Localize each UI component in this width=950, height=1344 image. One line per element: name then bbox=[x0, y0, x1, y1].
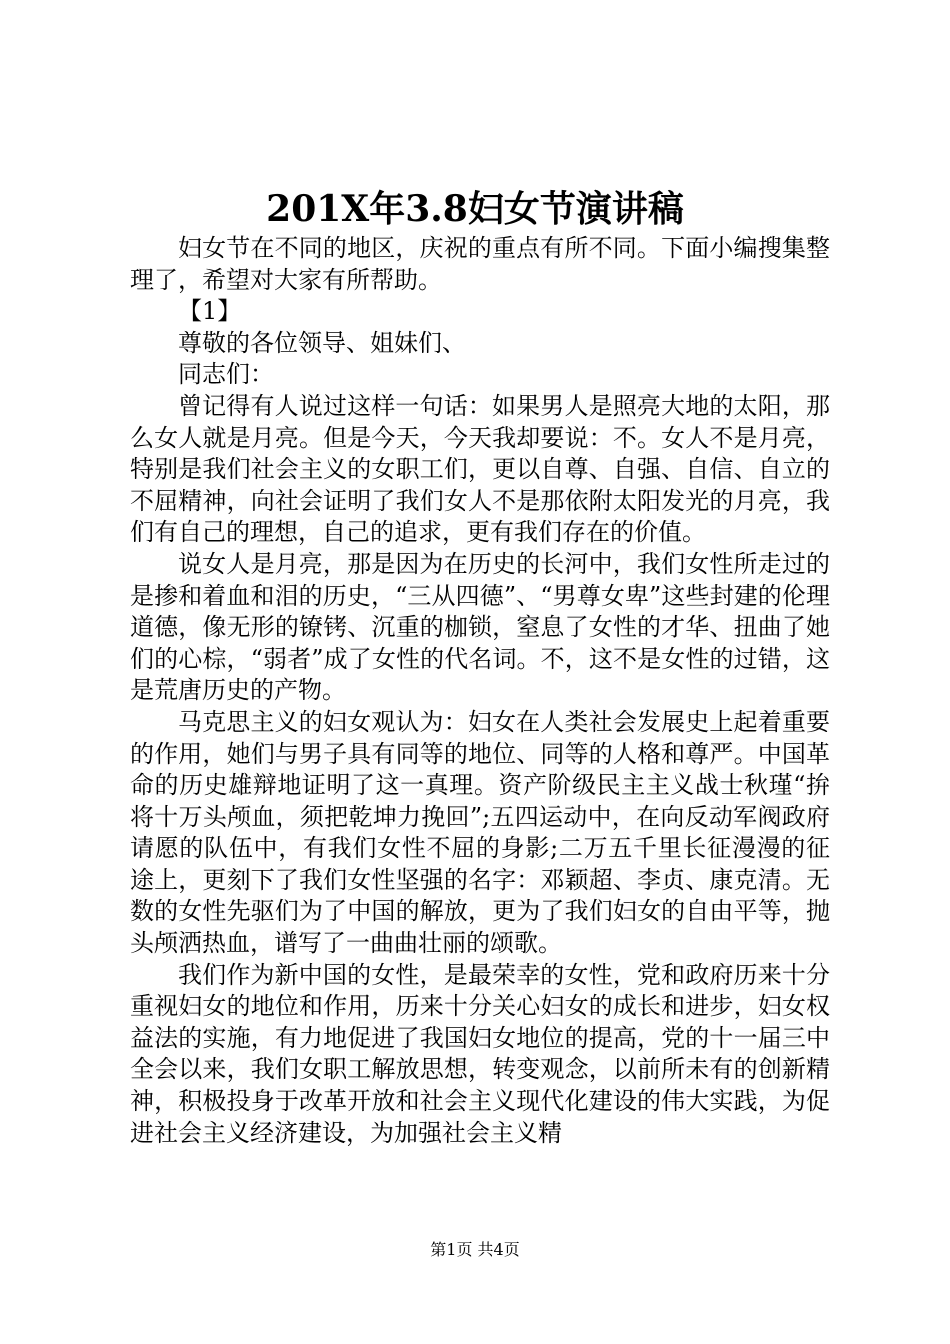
document-title: 201X年3.8妇女节演讲稿 bbox=[266, 188, 684, 230]
body-paragraph: 曾记得有人说过这样一句话：如果男人是照亮大地的太阳，那么女人就是月亮。但是今天，今天我却要说：不。女人不是月亮，特别是我们社会主义的女职工们，更以自尊、自强、自信、自立的不屈精神，向社会证明了我们女人不是那依附太阳发光的月亮，我们有自己的理想，自己的追求，更有我们存在的价值。 bbox=[130, 391, 830, 547]
salutation-line: 同志们： bbox=[178, 360, 274, 389]
body-paragraph: 马克思主义的妇女观认为：妇女在人类社会发展史上起着重要的作用，她们与男子具有同等的地位、同等的人格和尊严。中国革命的历史雄辩地证明了这一真理。资产阶级民主主义战士秋瑾“拚将十万头颅血，须把乾坤力挽回”;五四运动中，在向反动军阀政府请愿的队伍中，有我们女性不屈的身影;二万五千里长征漫漫的征途上，更刻下了我们女性坚强的名字：邓颖超、李贞、康克清。无数的女性先驱们为了中国的解放，更为了我们妇女的自由平等，抛头颅洒热血，谱写了一曲曲壮丽的颂歌。 bbox=[130, 707, 830, 958]
page-number-footer: 第1页 共4页 bbox=[430, 1240, 520, 1259]
document-body bbox=[130, 233, 830, 1149]
intro-paragraph: 妇女节在不同的地区，庆祝的重点有所不同。下面小编搜集整理了，希望对大家有所帮助。 bbox=[130, 234, 830, 294]
body-paragraph: 我们作为新中国的女性，是最荣幸的女性，党和政府历来十分重视妇女的地位和作用，历来十分关心妇女的成长和进步，妇女权益法的实施，有力地促进了我国妇女地位的提高，党的十一届三中全会以来，我们女职工解放思想，转变观念，以前所未有的创新精神，积极投身于改革开放和社会主义现代化建设的伟大实践，为促进社会主义经济建设，为加强社会主义精 bbox=[130, 960, 830, 1147]
section-marker: 【1】 bbox=[178, 297, 242, 326]
body-paragraph: 说女人是月亮，那是因为在历史的长河中，我们女性所走过的是掺和着血和泪的历史，“三从四德”、“男尊女卑”这些封建的伦理道德，像无形的镣铐、沉重的枷锁，窒息了女性的才华、扭曲了她们的心棕，“弱者”成了女性的代名词。不，这不是女性的过错，这是荒唐历史的产物。 bbox=[130, 549, 830, 705]
salutation-line: 尊敬的各位领导、姐妹们、 bbox=[178, 328, 466, 357]
